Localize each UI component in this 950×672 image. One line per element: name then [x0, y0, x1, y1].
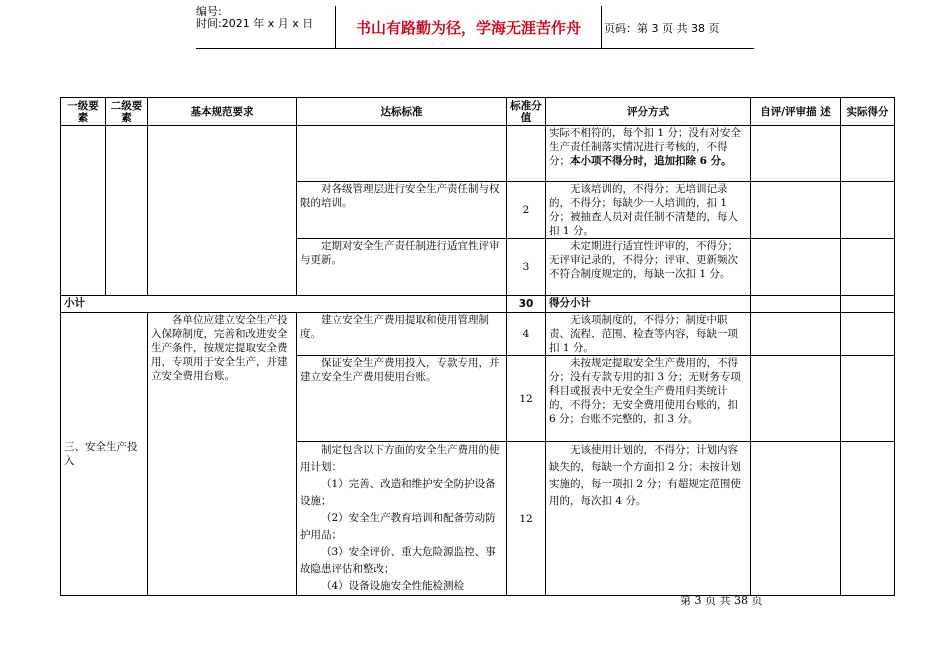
cell-actual [841, 356, 895, 442]
subtotal-label: 小计 [61, 296, 507, 313]
method-text: 实际不相符的，每个扣 1 分；没有对安全生产责任制落实情况进行考核的，不得分； [549, 127, 741, 167]
table-row [61, 126, 895, 182]
standard-line: （1）完善、改造和维护安全防护设备设施； [300, 478, 496, 507]
page-footer: 第 3 页 共 38 页 [680, 594, 763, 607]
cell-requirement-section3: 各单位应建立安全生产投入保障制度，完善和改进安全生产条件，按规定提取安全费用，专项用于安全生产，并建立安全费用台账。 [148, 313, 297, 596]
cell-standard: 对各级管理层进行安全生产责任制与权限的培训。 [297, 182, 507, 239]
cell-review [751, 126, 841, 182]
cell-actual [841, 442, 895, 596]
col-header-actual: 实际得分 [841, 98, 895, 126]
method-bold-text: 本小项不得分时，追加扣除 6 分。 [570, 155, 732, 167]
table-header-row [61, 98, 895, 126]
col-header-method: 评分方式 [546, 98, 751, 126]
cell-score: 3 [507, 239, 546, 296]
col-header-standard: 达标标准 [297, 98, 507, 126]
standard-line: （3）安全评价、重大危险源监控、事故隐患评估和整改； [300, 546, 496, 575]
cell-standard: 保证安全生产费用投入，专款专用，并建立安全生产费用使用台账。 [297, 356, 507, 442]
subtotal-score: 30 [507, 296, 546, 313]
cell-score: 2 [507, 182, 546, 239]
col-header-review: 自评/评审描 述 [751, 98, 841, 126]
cell-review [751, 356, 841, 442]
cell-actual [841, 296, 895, 313]
header-time: 时间:2021 年 x 月 x 日 [196, 17, 314, 30]
col-header-level2: 二级要素 [106, 98, 148, 126]
standard-line: （2）安全生产教育培训和配备劳动防护用品； [300, 512, 496, 541]
cell-review [751, 239, 841, 296]
cell-review [751, 442, 841, 596]
cell-method: 无该培训的，不得分；无培训记录的，不得分；每缺少一人培训的，扣 1 分；被抽查人员对责任制不清楚的，每人扣 1 分。 [546, 182, 751, 239]
cell-method: 无该使用计划的，不得分；计划内容缺失的，每缺一个方面扣 2 分；未按计划实施的，每一项扣 2 分；有超规定范围使用的，每次扣 4 分。 [546, 442, 751, 596]
cell-standard: 建立安全生产费用提取和使用管理制度。 [297, 313, 507, 356]
cell-review [751, 296, 841, 313]
cell-actual [841, 239, 895, 296]
table-row [61, 313, 895, 356]
cell-standard: 定期对安全生产责任制进行适宜性评审与更新。 [297, 239, 507, 296]
standard-line: （4）设备设施安全性能检测检 [321, 580, 465, 592]
cell-score: 4 [507, 313, 546, 356]
cell-standard [297, 126, 507, 182]
cell-actual [841, 126, 895, 182]
subtotal-row [61, 296, 895, 313]
cell-level1-section3: 三、安全生产投入 [61, 313, 148, 596]
page-header [196, 6, 754, 48]
cell-level2 [106, 126, 148, 296]
cell-score: 12 [507, 442, 546, 596]
header-number: 编号: [196, 5, 222, 18]
col-header-score: 标准分值 [507, 98, 546, 126]
cell-method: 未按规定提取安全生产费用的，不得分；没有专款专用的扣 3 分；无财务专项科目或报表中无安全生产费用归类统计的，不得分；无安全费用使用台账的，扣 6 分；台账不完整的，扣 3 分。 [546, 356, 751, 442]
cell-requirement [148, 126, 297, 296]
subtotal-method: 得分小计 [546, 296, 751, 313]
cell-score: 12 [507, 356, 546, 442]
col-header-level1: 一级要素 [61, 98, 106, 126]
header-motto: 书山有路勤为径，学海无涯苦作舟 [335, 6, 602, 48]
cell-standard [297, 442, 507, 596]
cell-method: 无该项制度的，不得分；制度中职责、流程、范围、检查等内容，每缺一项扣 1 分。 [546, 313, 751, 356]
cell-level1 [61, 126, 106, 296]
header-divider [196, 48, 754, 49]
cell-actual [841, 313, 895, 356]
header-page-info: 页码：第 3 页 共 38 页 [604, 22, 720, 35]
col-header-requirement: 基本规范要求 [148, 98, 297, 126]
cell-score [507, 126, 546, 182]
cell-actual [841, 182, 895, 239]
cell-method [546, 126, 751, 182]
cell-method: 未定期进行适宜性评审的，不得分；无评审记录的，不得分；评审、更新频次不符合制度规定的，每缺一次扣 1 分。 [546, 239, 751, 296]
scoring-table [60, 97, 895, 596]
cell-review [751, 182, 841, 239]
standard-line: 制定包含以下方面的安全生产费用的使用计划： [300, 444, 500, 473]
header-meta [196, 6, 335, 48]
cell-review [751, 313, 841, 356]
